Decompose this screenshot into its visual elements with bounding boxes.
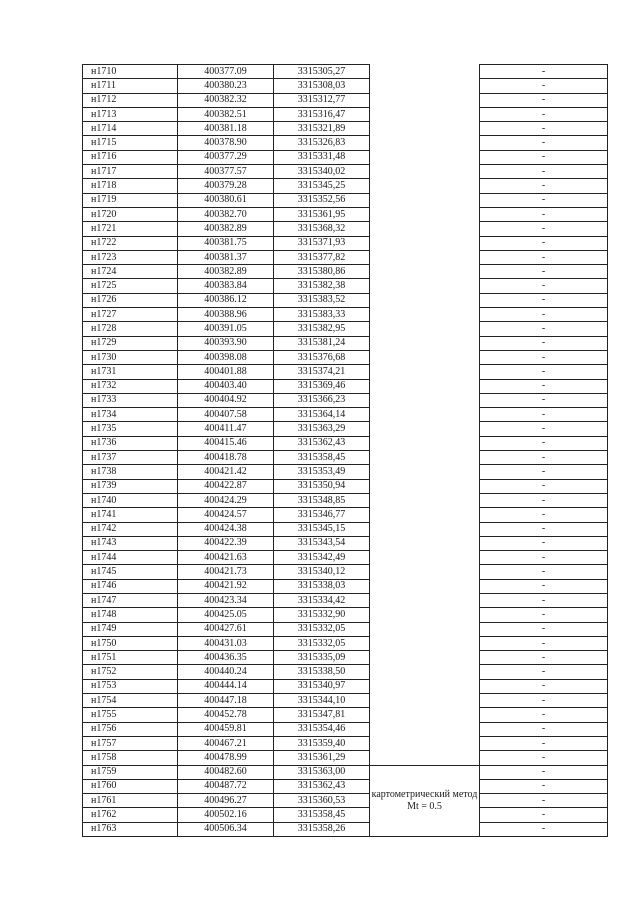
table-row <box>83 465 608 479</box>
point-id-cell: н1759 <box>83 765 178 779</box>
x-coordinate-cell: 400380.23 <box>178 79 274 93</box>
x-coordinate-cell: 400383.84 <box>178 279 274 293</box>
table-row <box>83 65 608 79</box>
accuracy-cell: - <box>480 79 608 93</box>
table-row <box>83 565 608 579</box>
x-coordinate-cell: 400447.18 <box>178 694 274 708</box>
y-coordinate-cell: 3315362,43 <box>274 779 370 793</box>
x-coordinate-cell: 400381.18 <box>178 122 274 136</box>
table-row <box>83 265 608 279</box>
point-id-cell: н1741 <box>83 508 178 522</box>
point-id-cell: н1737 <box>83 451 178 465</box>
y-coordinate-cell: 3315340,12 <box>274 565 370 579</box>
y-coordinate-cell: 3315364,14 <box>274 408 370 422</box>
x-coordinate-cell: 400379.28 <box>178 179 274 193</box>
table-row <box>83 93 608 107</box>
x-coordinate-cell: 400421.92 <box>178 579 274 593</box>
y-coordinate-cell: 3315377,82 <box>274 250 370 264</box>
x-coordinate-cell: 400415.46 <box>178 436 274 450</box>
y-coordinate-cell: 3315380,86 <box>274 265 370 279</box>
accuracy-cell: - <box>480 222 608 236</box>
x-coordinate-cell: 400421.63 <box>178 551 274 565</box>
y-coordinate-cell: 3315343,54 <box>274 536 370 550</box>
table-row <box>83 651 608 665</box>
point-id-cell: н1758 <box>83 751 178 765</box>
y-coordinate-cell: 3315363,29 <box>274 422 370 436</box>
point-id-cell: н1712 <box>83 93 178 107</box>
point-id-cell: н1726 <box>83 293 178 307</box>
table-row <box>83 679 608 693</box>
point-id-cell: н1718 <box>83 179 178 193</box>
method-empty-cell <box>370 65 480 766</box>
accuracy-cell: - <box>480 408 608 422</box>
accuracy-cell: - <box>480 350 608 364</box>
y-coordinate-cell: 3315361,29 <box>274 751 370 765</box>
y-coordinate-cell: 3315358,26 <box>274 822 370 836</box>
point-id-cell: н1738 <box>83 465 178 479</box>
table-row <box>83 236 608 250</box>
y-coordinate-cell: 3315363,00 <box>274 765 370 779</box>
y-coordinate-cell: 3315369,46 <box>274 379 370 393</box>
y-coordinate-cell: 3315368,32 <box>274 222 370 236</box>
accuracy-cell: - <box>480 679 608 693</box>
accuracy-cell: - <box>480 65 608 79</box>
y-coordinate-cell: 3315338,50 <box>274 665 370 679</box>
table-row <box>83 536 608 550</box>
x-coordinate-cell: 400382.51 <box>178 107 274 121</box>
x-coordinate-cell: 400452.78 <box>178 708 274 722</box>
table-row <box>83 336 608 350</box>
x-coordinate-cell: 400425.05 <box>178 608 274 622</box>
y-coordinate-cell: 3315338,03 <box>274 579 370 593</box>
accuracy-cell: - <box>480 822 608 836</box>
coordinates-table <box>82 64 608 837</box>
table-row <box>83 222 608 236</box>
point-id-cell: н1735 <box>83 422 178 436</box>
point-id-cell: н1719 <box>83 193 178 207</box>
x-coordinate-cell: 400404.92 <box>178 393 274 407</box>
point-id-cell: н1734 <box>83 408 178 422</box>
table-row <box>83 250 608 264</box>
x-coordinate-cell: 400418.78 <box>178 451 274 465</box>
accuracy-cell: - <box>480 765 608 779</box>
point-id-cell: н1744 <box>83 551 178 565</box>
point-id-cell: н1721 <box>83 222 178 236</box>
accuracy-cell: - <box>480 150 608 164</box>
table-row <box>83 451 608 465</box>
accuracy-cell: - <box>480 107 608 121</box>
y-coordinate-cell: 3315332,90 <box>274 608 370 622</box>
y-coordinate-cell: 3315332,05 <box>274 636 370 650</box>
table-row <box>83 436 608 450</box>
y-coordinate-cell: 3315347,81 <box>274 708 370 722</box>
y-coordinate-cell: 3315360,53 <box>274 794 370 808</box>
table-row <box>83 794 608 808</box>
table-row <box>83 751 608 765</box>
point-id-cell: н1720 <box>83 207 178 221</box>
accuracy-cell: - <box>480 250 608 264</box>
point-id-cell: н1723 <box>83 250 178 264</box>
accuracy-cell: - <box>480 336 608 350</box>
point-id-cell: н1747 <box>83 593 178 607</box>
table-row <box>83 122 608 136</box>
x-coordinate-cell: 400502.16 <box>178 808 274 822</box>
table-row <box>83 479 608 493</box>
accuracy-cell: - <box>480 379 608 393</box>
accuracy-cell: - <box>480 265 608 279</box>
table-row <box>83 822 608 836</box>
accuracy-cell: - <box>480 479 608 493</box>
y-coordinate-cell: 3315358,45 <box>274 808 370 822</box>
point-id-cell: н1762 <box>83 808 178 822</box>
table-row <box>83 308 608 322</box>
accuracy-cell: - <box>480 651 608 665</box>
y-coordinate-cell: 3315383,33 <box>274 308 370 322</box>
y-coordinate-cell: 3315381,24 <box>274 336 370 350</box>
point-id-cell: н1715 <box>83 136 178 150</box>
x-coordinate-cell: 400478.99 <box>178 751 274 765</box>
y-coordinate-cell: 3315334,42 <box>274 593 370 607</box>
y-coordinate-cell: 3315371,93 <box>274 236 370 250</box>
y-coordinate-cell: 3315374,21 <box>274 365 370 379</box>
x-coordinate-cell: 400427.61 <box>178 622 274 636</box>
accuracy-cell: - <box>480 393 608 407</box>
table-row <box>83 636 608 650</box>
x-coordinate-cell: 400440.24 <box>178 665 274 679</box>
accuracy-cell: - <box>480 93 608 107</box>
accuracy-cell: - <box>480 365 608 379</box>
accuracy-cell: - <box>480 751 608 765</box>
point-id-cell: н1763 <box>83 822 178 836</box>
y-coordinate-cell: 3315358,45 <box>274 451 370 465</box>
point-id-cell: н1713 <box>83 107 178 121</box>
table-row <box>83 79 608 93</box>
table-row <box>83 293 608 307</box>
y-coordinate-cell: 3315354,46 <box>274 722 370 736</box>
x-coordinate-cell: 400377.29 <box>178 150 274 164</box>
x-coordinate-cell: 400482.60 <box>178 765 274 779</box>
point-id-cell: н1749 <box>83 622 178 636</box>
table-row <box>83 136 608 150</box>
y-coordinate-cell: 3315308,03 <box>274 79 370 93</box>
table-row <box>83 779 608 793</box>
point-id-cell: н1746 <box>83 579 178 593</box>
accuracy-cell: - <box>480 322 608 336</box>
x-coordinate-cell: 400421.73 <box>178 565 274 579</box>
table-row <box>83 551 608 565</box>
point-id-cell: н1736 <box>83 436 178 450</box>
y-coordinate-cell: 3315312,77 <box>274 93 370 107</box>
table-row <box>83 393 608 407</box>
point-id-cell: н1722 <box>83 236 178 250</box>
y-coordinate-cell: 3315335,09 <box>274 651 370 665</box>
point-id-cell: н1739 <box>83 479 178 493</box>
table-row <box>83 150 608 164</box>
y-coordinate-cell: 3315305,27 <box>274 65 370 79</box>
point-id-cell: н1730 <box>83 350 178 364</box>
x-coordinate-cell: 400431.03 <box>178 636 274 650</box>
point-id-cell: н1733 <box>83 393 178 407</box>
x-coordinate-cell: 400391.05 <box>178 322 274 336</box>
table-row <box>83 107 608 121</box>
point-id-cell: н1728 <box>83 322 178 336</box>
y-coordinate-cell: 3315344,10 <box>274 694 370 708</box>
table-row <box>83 493 608 507</box>
y-coordinate-cell: 3315321,89 <box>274 122 370 136</box>
x-coordinate-cell: 400407.58 <box>178 408 274 422</box>
y-coordinate-cell: 3315382,95 <box>274 322 370 336</box>
accuracy-cell: - <box>480 236 608 250</box>
point-id-cell: н1710 <box>83 65 178 79</box>
x-coordinate-cell: 400398.08 <box>178 350 274 364</box>
accuracy-cell: - <box>480 779 608 793</box>
x-coordinate-cell: 400421.42 <box>178 465 274 479</box>
point-id-cell: н1757 <box>83 736 178 750</box>
accuracy-cell: - <box>480 722 608 736</box>
y-coordinate-cell: 3315316,47 <box>274 107 370 121</box>
x-coordinate-cell: 400381.75 <box>178 236 274 250</box>
accuracy-cell: - <box>480 308 608 322</box>
table-row <box>83 322 608 336</box>
y-coordinate-cell: 3315345,15 <box>274 522 370 536</box>
y-coordinate-cell: 3315376,68 <box>274 350 370 364</box>
x-coordinate-cell: 400424.38 <box>178 522 274 536</box>
table-row <box>83 665 608 679</box>
table-row <box>83 379 608 393</box>
x-coordinate-cell: 400423.34 <box>178 593 274 607</box>
accuracy-cell: - <box>480 622 608 636</box>
y-coordinate-cell: 3315331,48 <box>274 150 370 164</box>
x-coordinate-cell: 400403.40 <box>178 379 274 393</box>
accuracy-cell: - <box>480 522 608 536</box>
x-coordinate-cell: 400377.57 <box>178 165 274 179</box>
y-coordinate-cell: 3315366,23 <box>274 393 370 407</box>
point-id-cell: н1729 <box>83 336 178 350</box>
y-coordinate-cell: 3315359,40 <box>274 736 370 750</box>
table-row <box>83 736 608 750</box>
x-coordinate-cell: 400386.12 <box>178 293 274 307</box>
accuracy-cell: - <box>480 508 608 522</box>
accuracy-cell: - <box>480 736 608 750</box>
x-coordinate-cell: 400444.14 <box>178 679 274 693</box>
accuracy-cell: - <box>480 193 608 207</box>
x-coordinate-cell: 400382.89 <box>178 222 274 236</box>
table-row <box>83 179 608 193</box>
table-row <box>83 365 608 379</box>
accuracy-cell: - <box>480 794 608 808</box>
table-row <box>83 722 608 736</box>
x-coordinate-cell: 400381.37 <box>178 250 274 264</box>
accuracy-cell: - <box>480 122 608 136</box>
x-coordinate-cell: 400382.32 <box>178 93 274 107</box>
point-id-cell: н1742 <box>83 522 178 536</box>
accuracy-cell: - <box>480 536 608 550</box>
x-coordinate-cell: 400377.09 <box>178 65 274 79</box>
x-coordinate-cell: 400380.61 <box>178 193 274 207</box>
point-id-cell: н1740 <box>83 493 178 507</box>
accuracy-cell: - <box>480 694 608 708</box>
accuracy-cell: - <box>480 436 608 450</box>
accuracy-cell: - <box>480 636 608 650</box>
point-id-cell: н1745 <box>83 565 178 579</box>
accuracy-cell: - <box>480 165 608 179</box>
table-row <box>83 765 608 779</box>
coordinates-table-body <box>83 65 608 837</box>
accuracy-cell: - <box>480 422 608 436</box>
accuracy-cell: - <box>480 708 608 722</box>
point-id-cell: н1711 <box>83 79 178 93</box>
point-id-cell: н1725 <box>83 279 178 293</box>
x-coordinate-cell: 400467.21 <box>178 736 274 750</box>
x-coordinate-cell: 400378.90 <box>178 136 274 150</box>
x-coordinate-cell: 400436.35 <box>178 651 274 665</box>
point-id-cell: н1754 <box>83 694 178 708</box>
y-coordinate-cell: 3315346,77 <box>274 508 370 522</box>
x-coordinate-cell: 400388.96 <box>178 308 274 322</box>
accuracy-cell: - <box>480 808 608 822</box>
method-cell: картометрический метод Mt = 0.5 <box>370 765 480 836</box>
point-id-cell: н1731 <box>83 365 178 379</box>
x-coordinate-cell: 400411.47 <box>178 422 274 436</box>
point-id-cell: н1761 <box>83 794 178 808</box>
y-coordinate-cell: 3315345,25 <box>274 179 370 193</box>
y-coordinate-cell: 3315332,05 <box>274 622 370 636</box>
accuracy-cell: - <box>480 465 608 479</box>
point-id-cell: н1755 <box>83 708 178 722</box>
point-id-cell: н1748 <box>83 608 178 622</box>
accuracy-cell: - <box>480 279 608 293</box>
table-row <box>83 422 608 436</box>
x-coordinate-cell: 400382.89 <box>178 265 274 279</box>
x-coordinate-cell: 400422.87 <box>178 479 274 493</box>
y-coordinate-cell: 3315340,97 <box>274 679 370 693</box>
table-row <box>83 808 608 822</box>
x-coordinate-cell: 400459.81 <box>178 722 274 736</box>
accuracy-cell: - <box>480 493 608 507</box>
y-coordinate-cell: 3315340,02 <box>274 165 370 179</box>
table-row <box>83 165 608 179</box>
accuracy-cell: - <box>480 565 608 579</box>
x-coordinate-cell: 400487.72 <box>178 779 274 793</box>
point-id-cell: н1727 <box>83 308 178 322</box>
table-row <box>83 408 608 422</box>
table-row <box>83 522 608 536</box>
point-id-cell: н1724 <box>83 265 178 279</box>
table-row <box>83 350 608 364</box>
table-row <box>83 593 608 607</box>
y-coordinate-cell: 3315361,95 <box>274 207 370 221</box>
accuracy-cell: - <box>480 579 608 593</box>
x-coordinate-cell: 400506.34 <box>178 822 274 836</box>
accuracy-cell: - <box>480 593 608 607</box>
point-id-cell: н1751 <box>83 651 178 665</box>
accuracy-cell: - <box>480 207 608 221</box>
accuracy-cell: - <box>480 665 608 679</box>
point-id-cell: н1753 <box>83 679 178 693</box>
x-coordinate-cell: 400424.29 <box>178 493 274 507</box>
point-id-cell: н1716 <box>83 150 178 164</box>
y-coordinate-cell: 3315348,85 <box>274 493 370 507</box>
point-id-cell: н1732 <box>83 379 178 393</box>
table-row <box>83 579 608 593</box>
point-id-cell: н1743 <box>83 536 178 550</box>
x-coordinate-cell: 400382.70 <box>178 207 274 221</box>
x-coordinate-cell: 400393.90 <box>178 336 274 350</box>
accuracy-cell: - <box>480 551 608 565</box>
table-row <box>83 279 608 293</box>
point-id-cell: н1750 <box>83 636 178 650</box>
y-coordinate-cell: 3315383,52 <box>274 293 370 307</box>
y-coordinate-cell: 3315353,49 <box>274 465 370 479</box>
x-coordinate-cell: 400424.57 <box>178 508 274 522</box>
point-id-cell: н1714 <box>83 122 178 136</box>
point-id-cell: н1760 <box>83 779 178 793</box>
table-row <box>83 694 608 708</box>
accuracy-cell: - <box>480 179 608 193</box>
accuracy-cell: - <box>480 293 608 307</box>
table-row <box>83 508 608 522</box>
table-row <box>83 207 608 221</box>
point-id-cell: н1752 <box>83 665 178 679</box>
y-coordinate-cell: 3315352,56 <box>274 193 370 207</box>
y-coordinate-cell: 3315362,43 <box>274 436 370 450</box>
y-coordinate-cell: 3315342,49 <box>274 551 370 565</box>
x-coordinate-cell: 400422.39 <box>178 536 274 550</box>
table-row <box>83 708 608 722</box>
point-id-cell: н1717 <box>83 165 178 179</box>
y-coordinate-cell: 3315382,38 <box>274 279 370 293</box>
table-row <box>83 622 608 636</box>
x-coordinate-cell: 400496.27 <box>178 794 274 808</box>
y-coordinate-cell: 3315326,83 <box>274 136 370 150</box>
table-row <box>83 193 608 207</box>
accuracy-cell: - <box>480 451 608 465</box>
accuracy-cell: - <box>480 136 608 150</box>
x-coordinate-cell: 400401.88 <box>178 365 274 379</box>
table-row <box>83 608 608 622</box>
point-id-cell: н1756 <box>83 722 178 736</box>
y-coordinate-cell: 3315350,94 <box>274 479 370 493</box>
accuracy-cell: - <box>480 608 608 622</box>
